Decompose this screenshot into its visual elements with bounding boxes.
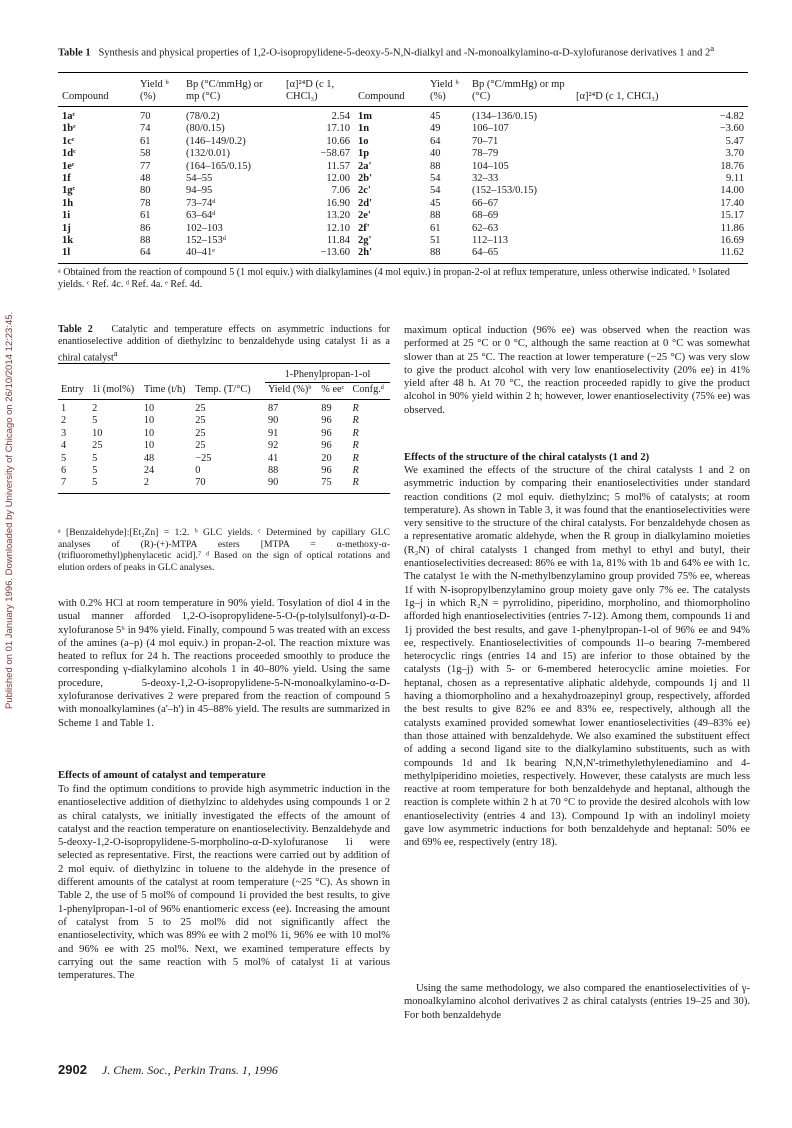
t1-header-bp-2: Bp (°C/mmHg) or mp (°C) xyxy=(468,73,572,107)
table-cell: 24 xyxy=(143,465,155,477)
table-row xyxy=(58,173,748,185)
table-cell: (164–165/0.15) xyxy=(186,160,252,172)
table-cell: 88 xyxy=(426,247,468,263)
table-cell: 17.40 xyxy=(720,197,744,209)
table-cell: 73–74ᵈ xyxy=(186,197,216,209)
table-row xyxy=(58,148,748,160)
left-paragraph-1: with 0.2% HCl at room temperature in 90% yield. Tosylation of diol 4 in the usual manner afforded 1,2-O-isopropylidene-5-O-(p-tolylsulfonyl)-α-D-xylofuranose 5⁶ in 94% yield. Finally, compound 5 was treated with an excess of the amines (a–p) (4 mol equiv.) in propan-2-ol. The reaction mixture was heated to reflux for 24 h. The reactions proceeded smoothly to produce the corresponding γ-dialkylamino alcohols 1 in 40–80% yield. Using the same procedure, 5-deoxy-1,2-O-isopropylidene-5-N-monoalkylamino-α-D-xylofuranose derivatives 2 were prepared from the reaction of compound 5 with monoalkylamines (a'–h') in 45–88% yield. The results are summarized in Scheme 1 and Table 1. xyxy=(58,598,390,729)
download-watermark: Published on 01 January 1996. Downloaded by University of Chicago on 26/10/2014 12:23:45. xyxy=(4,311,15,709)
t2-header-time: Time (t/h) xyxy=(141,383,192,400)
table2-caption xyxy=(58,324,390,364)
table-cell: 88 xyxy=(430,160,441,172)
table1 xyxy=(58,72,748,264)
table-cell: 25 xyxy=(195,415,206,427)
table-row xyxy=(58,400,390,416)
table-cell: 4 xyxy=(61,440,67,452)
table-cell: 2 xyxy=(61,415,67,427)
t1-header-compound-2: Compound xyxy=(354,73,426,107)
table-cell: 152–153ᵈ xyxy=(186,235,227,247)
table-cell: 3 xyxy=(61,427,67,439)
table-cell: 5 xyxy=(61,452,67,464)
t2-header-confg: Confg.ᵈ xyxy=(349,383,390,400)
table-cell: 64–65 xyxy=(468,247,572,263)
t2-header-ee: % eeᶜ xyxy=(318,383,349,400)
table-cell: 61 xyxy=(140,135,151,147)
t1-header-alpha-2: [α]²⁴D (c 1, CHCl₃) xyxy=(572,73,748,107)
table-cell: 2f' xyxy=(358,222,370,234)
table-cell: 86 xyxy=(140,222,151,234)
table-cell: 25 xyxy=(195,403,206,414)
table-cell: 77 xyxy=(140,160,151,172)
table-cell: 1j xyxy=(62,222,71,234)
table-cell: 1 xyxy=(61,403,67,414)
table-cell: 17.10 xyxy=(326,123,350,135)
table-cell: 15.17 xyxy=(720,210,744,222)
table-cell: 1n xyxy=(358,123,370,135)
table-cell: 78–79 xyxy=(472,148,499,160)
table-cell: 64 xyxy=(430,135,441,147)
table-cell: 90 xyxy=(267,415,279,427)
table-row xyxy=(58,477,390,493)
table-cell: (78/0.2) xyxy=(186,111,220,122)
table-cell: 6 xyxy=(61,465,67,477)
table-cell: (146–149/0.2) xyxy=(186,135,246,147)
table-cell: 12.10 xyxy=(326,222,350,234)
table-cell: 1k xyxy=(62,235,74,247)
t1-header-yield: Yield ᵇ (%) xyxy=(136,73,182,107)
table-row xyxy=(58,161,748,173)
table-row xyxy=(58,235,748,247)
table-cell: 64 xyxy=(136,247,182,263)
right-paragraph-3: Using the same methodology, we also compared the enantioselectivities of γ-monoalkylamino alcohol derivatives 2 as chiral catalysts (entries 19–25 and 30). For both benzaldehyde xyxy=(404,983,750,1021)
table-cell: 88 xyxy=(430,210,441,222)
table-cell: 1i xyxy=(62,210,71,222)
table-cell: 51 xyxy=(430,235,441,247)
section-heading-structure: Effects of the structure of the chiral catalysts (1 and 2) xyxy=(404,452,650,463)
table-cell: 25 xyxy=(195,440,206,452)
table-cell: 54 xyxy=(430,173,441,185)
table-cell: 25 xyxy=(92,440,103,452)
table-cell: 3.70 xyxy=(725,148,744,160)
table-row xyxy=(58,415,390,427)
table2-caption-text: Catalytic and temperature effects on asymmetric inductions for enantioselective addition of diethylzinc to benzaldehyde using catalyst 1i as a chiral catalyst xyxy=(58,324,390,364)
table-cell: (132/0.01) xyxy=(186,148,231,160)
table-cell: R xyxy=(352,427,359,439)
table-cell: 10 xyxy=(143,415,155,427)
table-cell: 25 xyxy=(195,427,206,439)
table-cell: 94–95 xyxy=(186,185,213,197)
table2-label: Table 2 xyxy=(58,324,93,335)
table-cell: 2c' xyxy=(358,185,371,197)
table-cell: 0 xyxy=(195,465,201,477)
table-cell: 11.84 xyxy=(326,235,350,247)
table-cell: 1h xyxy=(62,197,74,209)
table-cell: 1dᶜ xyxy=(62,148,76,160)
table-row xyxy=(58,428,390,440)
table-cell: 96 xyxy=(321,440,332,452)
t2-header-temp: Temp. (T/°C) xyxy=(192,383,258,400)
table-cell: 13.20 xyxy=(326,210,350,222)
table-cell: 16.90 xyxy=(326,197,350,209)
table-cell: 54 xyxy=(430,185,441,197)
table-cell: 96 xyxy=(321,465,332,477)
t1-header-compound: Compound xyxy=(58,73,136,107)
table-cell: 45 xyxy=(430,197,441,209)
table-cell: 48 xyxy=(140,173,151,185)
table1-caption xyxy=(58,42,748,60)
t2-header-cat: 1i (mol%) xyxy=(89,383,141,400)
table-cell: 2b' xyxy=(358,173,373,185)
table-cell: 2g' xyxy=(358,235,372,247)
table-cell: 1f xyxy=(62,173,71,185)
table-row xyxy=(58,210,748,222)
table-cell: (134–136/0.15) xyxy=(472,111,538,122)
table-cell: 96 xyxy=(321,427,332,439)
table-cell: 1eᶜ xyxy=(62,160,75,172)
table-cell: 16.69 xyxy=(720,235,744,247)
t1-header-bp: Bp (°C/mmHg) or mp (°C) xyxy=(182,73,282,107)
table-cell: 2e' xyxy=(358,210,371,222)
table-cell: 5 xyxy=(92,452,98,464)
table-cell: 74 xyxy=(140,123,151,135)
table-cell: 1l xyxy=(58,247,136,263)
table-cell: 5.47 xyxy=(725,135,744,147)
section-heading-amount: Effects of amount of catalyst and temperature xyxy=(58,770,266,781)
table-cell: −4.82 xyxy=(719,111,744,122)
table-cell: 2.54 xyxy=(331,111,350,122)
table-cell: 88 xyxy=(267,465,279,477)
table-row xyxy=(58,136,748,148)
right-paragraph-2: We examined the effects of the structure of the chiral catalysts 1 and 2 on asymmetric induction by comparing their enantioselectivities under standard reaction conditions (2 mol equiv. diethylzinc; 5 mol% of catalysts; at room temperature). As shown in Table 3, it was found that the enantioselectivities were very sensitive to the structure of the chiral catalysts. For benzaldehyde chosen as a representative aromatic aldehyde, when the R group in dialkylamino moieties (R₂N) of chiral catalysts 1 changed from methyl to ethyl and butyl, their enantioselectivities decreased: 86% ee with 1a, 81% with 1b and 64% ee with 1c. The catalyst 1e with the N-methylbenzylamino group provided 75% ee, whereas 1f with N-isopropylbenzylamino group moiety gave only 7% ee. The catalysts 1g–j in which R₂N = pyrrolidino, piperidino, morpholino, and thiomorpholino afforded high enantioselectivities (entries 7-12). Among them, compounds 1i and 1j provided the best results, and gave 1-phenylpropan-1-ol of 96% ee and 94% ee, respectively. Enantioselectivities of compounds 1l–o bearing 7-membered heterocyclic rings (entries 14 and 15) are inferior to those obtained by the catalysts (1g–j) with 5- or 6-membered heterocyclic amine moieties. For heptanal, chosen as a representative aliphatic aldehyde, compounds 1j and 1l having a thiomorpholino and a hexahydroazepinyl group, respectively, afforded the best results to give 82% ee and 83% ee, respectively, although all the catalysts examined provided somewhat lower enantioselectivities (49–83% ee) than those attained with benzaldehyde. We also examined the substituent effect of adding a second ligand site to the dialkylamino substituents, such as with compounds 1d and 1k bearing N,N,N'-trimethylethylenediamino and 4-methylpiperidino moieties, respectively. However, these catalysts are much less reactive at room temperature for both benzaldehyde and heptanal, although the reaction is complete within 2 h at 70 °C to provide the desired alcohols with low enantioselectivity (entries 4 and 13). Compound 1p with an indolinyl moiety gave low asymmetric inductions for both benzaldehyde and heptanal: 50% ee and 69% ee, respectively (entry 18). xyxy=(404,465,750,849)
table-cell: 1gᶜ xyxy=(62,185,76,197)
table-cell: 7 xyxy=(58,477,89,493)
table-cell: 5 xyxy=(92,415,98,427)
table-cell: 70–71 xyxy=(472,135,499,147)
table1-caption-marker: a xyxy=(710,43,715,53)
table-cell: 5 xyxy=(89,477,141,493)
table-cell: 14.00 xyxy=(720,185,744,197)
right-paragraph-1: maximum optical induction (96% ee) was observed when the reaction was performed at 25 °C or 0 °C, although the same reaction at 0 °C was somewhat slower than at 25 °C. The reaction at lower temperature (−25 °C) was very slow to give the product alcohol with very low enantioselectivity (20% ee) in 41% yield after 48 h. At 70 °C, the reaction proceeded rapidly to give the product alcohol in 90% yield within 2 h; however, lower enantioselectivity (75% ee) was observed. xyxy=(404,325,750,416)
table-cell: R xyxy=(352,403,359,414)
table-cell: 66–67 xyxy=(472,197,499,209)
table-cell: R xyxy=(352,440,359,452)
table-cell: 2 xyxy=(141,477,192,493)
table-cell: −13.60 xyxy=(282,247,354,263)
table-cell: 2d' xyxy=(358,197,373,209)
table-cell: 88 xyxy=(140,235,151,247)
table-cell: (80/0.15) xyxy=(186,123,225,135)
table-cell: −3.60 xyxy=(719,123,744,135)
table-cell: 1p xyxy=(358,148,370,160)
table-cell: 11.86 xyxy=(720,222,744,234)
table-cell: 10.66 xyxy=(326,135,350,147)
table-cell: 54–55 xyxy=(186,173,213,185)
table-cell: 20 xyxy=(321,452,332,464)
table-cell: −58.67 xyxy=(320,148,350,160)
table-cell: 2 xyxy=(92,403,98,414)
table-cell: 48 xyxy=(143,452,155,464)
table2 xyxy=(58,363,390,494)
table-cell: 11.57 xyxy=(326,160,350,172)
table-cell: 70 xyxy=(140,111,151,122)
table-cell: 102–103 xyxy=(186,222,223,234)
table-cell: 40–41ᵉ xyxy=(182,247,282,263)
table-cell: 9.11 xyxy=(726,173,744,185)
table-row xyxy=(58,185,748,197)
t1-header-alpha: [α]²⁴D (c 1, CHCl₃) xyxy=(282,73,354,107)
t2-header-yield: Yield (%)ᵇ xyxy=(265,383,318,400)
table-row xyxy=(58,223,748,235)
t2-group-header: 1-Phenylpropan-1-ol xyxy=(265,364,390,383)
table-cell: 2a' xyxy=(358,160,372,172)
table-cell: 106–107 xyxy=(472,123,509,135)
table-cell: R xyxy=(352,465,359,477)
table-cell: 1bᶜ xyxy=(62,123,76,135)
table-cell: 40 xyxy=(430,148,441,160)
table-row xyxy=(58,453,390,465)
t1-header-yield-2: Yield ᵇ (%) xyxy=(426,73,468,107)
table-cell: 10 xyxy=(92,427,103,439)
table-cell: 104–105 xyxy=(472,160,509,172)
table-cell: 63–64ᵈ xyxy=(186,210,216,222)
page-footer xyxy=(58,1062,278,1078)
table-row xyxy=(58,123,748,135)
table-cell: 61 xyxy=(430,222,441,234)
table-cell: 41 xyxy=(267,452,279,464)
table2-footnote: ᵃ [Benzaldehyde]:[Et₂Zn] = 1:2. ᵇ GLC yields. ᶜ Determined by capillary GLC analyses of (R)-(+)-MTPA esters [MTPA = α-methoxy-α-(trifluoromethyl)phenylacetic acid].⁷ ᵈ Based on the sign of optical rotations and elution orders of peaks in GLC analyses. xyxy=(58,527,390,573)
table-cell: 92 xyxy=(267,440,279,452)
table-cell: 62–63 xyxy=(472,222,499,234)
table-cell: R xyxy=(352,415,359,427)
table-cell: 11.62 xyxy=(572,247,748,263)
table-row xyxy=(58,247,748,263)
table-row xyxy=(58,198,748,210)
table-cell: 2h' xyxy=(354,247,426,263)
table-cell: 68–69 xyxy=(472,210,499,222)
table-cell: 78 xyxy=(140,197,151,209)
table-cell: 70 xyxy=(192,477,258,493)
table-cell: 89 xyxy=(321,403,332,414)
table-cell: 49 xyxy=(430,123,441,135)
table-cell: 10 xyxy=(143,440,155,452)
table1-label: Table 1 xyxy=(58,47,91,59)
table-row xyxy=(58,465,390,477)
journal-citation: J. Chem. Soc., Perkin Trans. 1, 1996 xyxy=(101,1063,278,1077)
table-cell: R xyxy=(349,477,390,493)
table-cell: 87 xyxy=(267,403,279,414)
table-cell: R xyxy=(352,452,359,464)
table-cell: 18.76 xyxy=(720,160,744,172)
page-number: 2902 xyxy=(58,1062,87,1077)
table-cell: 80 xyxy=(140,185,151,197)
table-cell: 7.06 xyxy=(331,185,350,197)
table-cell: 91 xyxy=(267,427,279,439)
table-cell: 1m xyxy=(358,111,372,122)
table-row xyxy=(58,440,390,452)
table-cell: 1cᶜ xyxy=(62,135,75,147)
table-cell: 112–113 xyxy=(472,235,508,247)
table-row xyxy=(58,107,748,124)
table-cell: 75 xyxy=(318,477,349,493)
table-cell: 12.00 xyxy=(326,173,350,185)
table-cell: 1aᶜ xyxy=(62,111,76,122)
table-cell: 96 xyxy=(321,415,332,427)
table-cell: 10 xyxy=(143,403,155,414)
table-cell: 58 xyxy=(140,148,151,160)
table1-caption-text: Synthesis and physical properties of 1,2-O-isopropylidene-5-deoxy-5-N,N-dialkyl and -N-monoalkylamino-α-D-xylofuranose derivatives 1 and 2 xyxy=(98,47,711,59)
table-cell: 5 xyxy=(92,465,98,477)
table-cell: (152–153/0.15) xyxy=(472,185,538,197)
left-paragraph-2: To find the optimum conditions to provide high asymmetric induction in the enantioselective addition of diethylzinc to aldehydes using compounds 1 or 2 as chiral catalysts, we initially investigated the effects of the amount of catalyst and the reaction temperature on enantioselectivity. Benzaldehyde and 5-deoxy-1,2-O-isopropylidene-5-morpholino-α-D-xylofuranose 1i were selected as representative. First, the reactions were carried out by addition of 2 mol equiv. of diethylzinc in toluene to the aldehyde in the presence of different amounts of the catalyst at room temperature (~25 °C). As shown in Table 2, the use of 5 mol% of compound 1i provided the best results, to give 1-phenylpropan-1-ol of 96% enantiomeric excess (ee). Increasing the amount of catalyst from 5 to 25 mol% did not significantly affect the enantioselectivity, which was 89% ee with 2 mol% 1i, 96% ee with 10 mol% and 96% ee with 25 mol%. Next, we examined temperature effects by carrying out the same reaction with 5 mol% of catalyst 1i at various temperatures. The xyxy=(58,784,390,982)
table-cell: 45 xyxy=(430,111,441,122)
table-cell: 1o xyxy=(358,135,369,147)
table2-caption-marker: a xyxy=(113,349,118,358)
table-cell: 10 xyxy=(143,427,155,439)
table-cell: 90 xyxy=(265,477,318,493)
table1-footnote: ᵃ Obtained from the reaction of compound 5 (1 mol equiv.) with dialkylamines (4 mol equiv.) in propan-2-ol at reflux temperature, unless otherwise indicated. ᵇ Isolated yields. ᶜ Ref. 4c. ᵈ Ref. 4a. ᵉ Ref. 4d. xyxy=(58,267,730,290)
table-cell: −25 xyxy=(195,452,212,464)
table-cell: 61 xyxy=(140,210,151,222)
table-cell: 32–33 xyxy=(472,173,499,185)
t2-header-entry: Entry xyxy=(58,383,89,400)
